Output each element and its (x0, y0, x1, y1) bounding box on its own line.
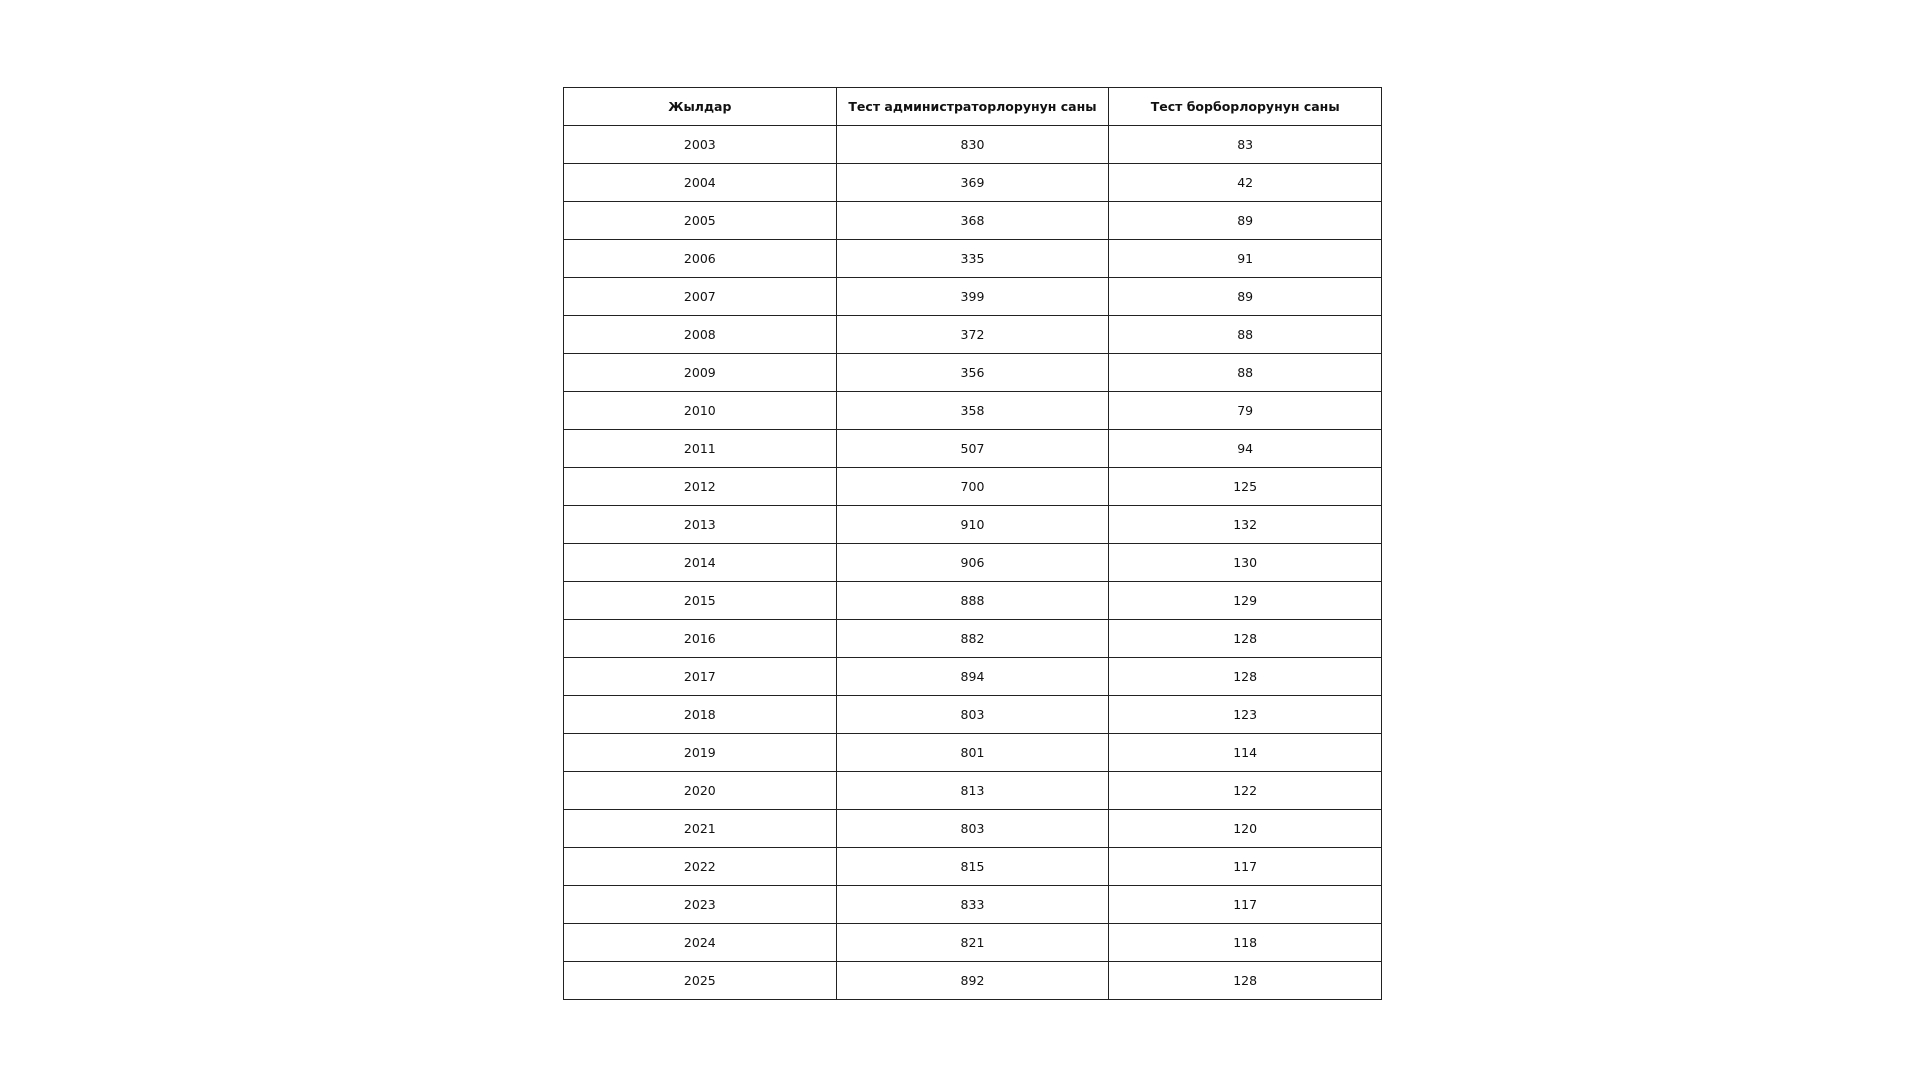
cell-year: 2008 (564, 316, 837, 354)
cell-year: 2020 (564, 772, 837, 810)
table-row (564, 278, 1382, 316)
cell-centers: 117 (1109, 848, 1382, 886)
cell-administrators: 368 (836, 202, 1109, 240)
cell-centers: 122 (1109, 772, 1382, 810)
table-row (564, 962, 1382, 1000)
table-row (564, 126, 1382, 164)
data-table (563, 87, 1382, 1000)
cell-year: 2010 (564, 392, 837, 430)
cell-centers: 118 (1109, 924, 1382, 962)
cell-year: 2006 (564, 240, 837, 278)
cell-administrators: 399 (836, 278, 1109, 316)
cell-administrators: 910 (836, 506, 1109, 544)
cell-year: 2007 (564, 278, 837, 316)
table-row (564, 886, 1382, 924)
cell-year: 2009 (564, 354, 837, 392)
cell-centers: 88 (1109, 354, 1382, 392)
table-row (564, 810, 1382, 848)
table-row (564, 772, 1382, 810)
cell-centers: 128 (1109, 658, 1382, 696)
cell-year: 2011 (564, 430, 837, 468)
cell-centers: 83 (1109, 126, 1382, 164)
cell-centers: 120 (1109, 810, 1382, 848)
table-row (564, 392, 1382, 430)
cell-centers: 117 (1109, 886, 1382, 924)
cell-year: 2018 (564, 696, 837, 734)
cell-administrators: 894 (836, 658, 1109, 696)
cell-centers: 79 (1109, 392, 1382, 430)
table-row (564, 620, 1382, 658)
table-row (564, 506, 1382, 544)
cell-administrators: 813 (836, 772, 1109, 810)
table-row (564, 202, 1382, 240)
table-row (564, 164, 1382, 202)
header-years: Жылдар (564, 88, 837, 126)
cell-year: 2012 (564, 468, 837, 506)
table-row (564, 924, 1382, 962)
cell-year: 2004 (564, 164, 837, 202)
cell-centers: 91 (1109, 240, 1382, 278)
table-body (564, 126, 1382, 1000)
cell-centers: 128 (1109, 620, 1382, 658)
table-row (564, 316, 1382, 354)
cell-administrators: 906 (836, 544, 1109, 582)
cell-year: 2024 (564, 924, 837, 962)
table-row (564, 696, 1382, 734)
cell-administrators: 830 (836, 126, 1109, 164)
cell-administrators: 821 (836, 924, 1109, 962)
header-test-administrators: Тест администраторлорунун саны (836, 88, 1109, 126)
table-row (564, 848, 1382, 886)
cell-year: 2025 (564, 962, 837, 1000)
table-row (564, 734, 1382, 772)
cell-administrators: 882 (836, 620, 1109, 658)
table-row (564, 582, 1382, 620)
cell-centers: 128 (1109, 962, 1382, 1000)
cell-year: 2014 (564, 544, 837, 582)
cell-year: 2015 (564, 582, 837, 620)
cell-centers: 89 (1109, 202, 1382, 240)
cell-administrators: 833 (836, 886, 1109, 924)
cell-year: 2013 (564, 506, 837, 544)
cell-centers: 132 (1109, 506, 1382, 544)
table-header (564, 88, 1382, 126)
cell-centers: 88 (1109, 316, 1382, 354)
cell-administrators: 888 (836, 582, 1109, 620)
cell-administrators: 801 (836, 734, 1109, 772)
table-row (564, 354, 1382, 392)
cell-administrators: 507 (836, 430, 1109, 468)
cell-centers: 123 (1109, 696, 1382, 734)
cell-centers: 42 (1109, 164, 1382, 202)
cell-administrators: 356 (836, 354, 1109, 392)
cell-year: 2019 (564, 734, 837, 772)
cell-centers: 89 (1109, 278, 1382, 316)
cell-centers: 114 (1109, 734, 1382, 772)
cell-administrators: 369 (836, 164, 1109, 202)
table-row (564, 430, 1382, 468)
cell-centers: 129 (1109, 582, 1382, 620)
cell-centers: 125 (1109, 468, 1382, 506)
cell-year: 2016 (564, 620, 837, 658)
table-row (564, 658, 1382, 696)
cell-year: 2023 (564, 886, 837, 924)
table-row (564, 544, 1382, 582)
header-test-centers: Тест борборлорунун саны (1109, 88, 1382, 126)
cell-centers: 130 (1109, 544, 1382, 582)
cell-year: 2022 (564, 848, 837, 886)
cell-administrators: 892 (836, 962, 1109, 1000)
cell-administrators: 803 (836, 696, 1109, 734)
cell-administrators: 815 (836, 848, 1109, 886)
cell-administrators: 372 (836, 316, 1109, 354)
cell-year: 2005 (564, 202, 837, 240)
cell-year: 2003 (564, 126, 837, 164)
cell-year: 2017 (564, 658, 837, 696)
cell-administrators: 335 (836, 240, 1109, 278)
cell-administrators: 358 (836, 392, 1109, 430)
cell-centers: 94 (1109, 430, 1382, 468)
cell-administrators: 803 (836, 810, 1109, 848)
table-row (564, 468, 1382, 506)
table-row (564, 240, 1382, 278)
cell-year: 2021 (564, 810, 837, 848)
cell-administrators: 700 (836, 468, 1109, 506)
header-row (564, 88, 1382, 126)
